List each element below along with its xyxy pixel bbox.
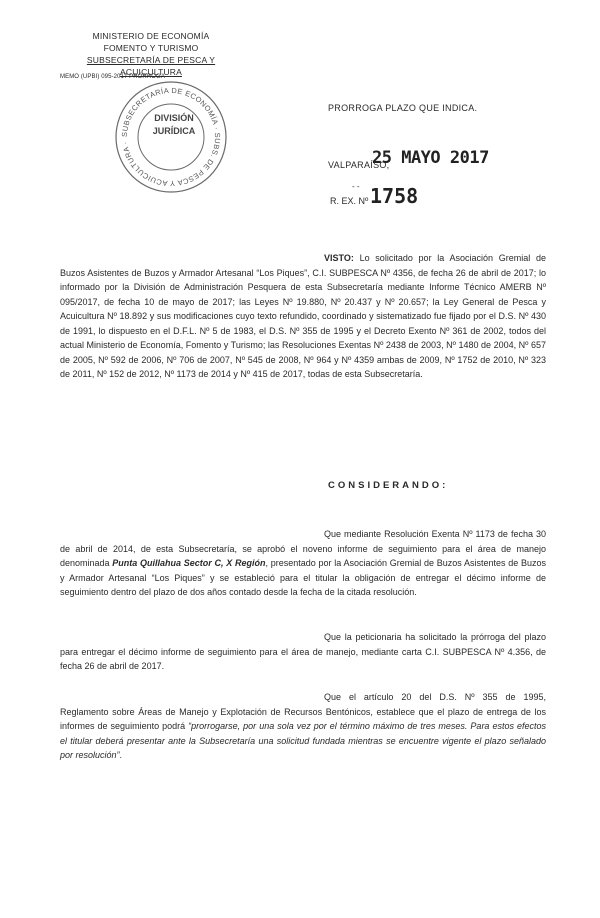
c1-area-name: Punta Quillahua Sector C, X Región <box>112 558 266 568</box>
resolution-mark: - - <box>352 182 360 191</box>
document-subject: PRORROGA PLAZO QUE INDICA. <box>328 103 478 113</box>
considerando-paragraph-2 <box>60 630 546 674</box>
considerando-paragraph-1 <box>60 527 546 600</box>
visto-lead: VISTO: <box>324 253 354 263</box>
document-place: VALPARAÍSO, <box>328 160 390 170</box>
date-stamp: 25 MAYO 2017 <box>372 148 489 168</box>
stamp-line-juridica: JURÍDICA <box>152 126 196 136</box>
resolution-label: R. EX. Nº <box>330 196 369 206</box>
header-subsecretaria: SUBSECRETARÍA DE PESCA Y ACUICULTURA <box>86 55 216 77</box>
considerando-title: CONSIDERANDO: <box>328 480 449 491</box>
header-ministry: MINISTERIO DE ECONOMÍA <box>92 31 210 41</box>
considerando-paragraph-3 <box>60 690 546 763</box>
header-fomento: FOMENTO Y TURISMO <box>103 43 199 53</box>
stamp-ring-text: SUBSECRETARÍA DE ECONOMÍA · SUBS. DE PESCA Y ACUICULTURA · <box>119 85 223 189</box>
c3-text-c: . <box>119 750 123 760</box>
stamp-line-division: DIVISIÓN <box>154 113 194 123</box>
stamp-center <box>148 112 200 138</box>
c3-text-a: Que el artículo 20 del D.S. Nº 355 de 1995, Reglamento sobre Áreas de Manejo y Explotación de Recursos Bentónicos, establece que el plazo de entrega de los informes de seguimiento podrá <box>60 692 546 731</box>
memo-reference: MEMO (UPBI) 095-2017 PRÓRROGA <box>60 74 165 80</box>
resolution-number: 1758 <box>370 184 419 208</box>
c3-quote: “prorrogarse, por una sola vez por el término máximo de tres meses. Para estos efectos el titular deberá presentar ante la Subsecretaría una solicitud fundada mientras se encuentre vigente el plazo señalado por resolución” <box>60 721 547 760</box>
visto-paragraph <box>60 251 546 382</box>
c1-text-c: , presentado por la Asociación Gremial de Buzos Asistentes de Buzos y Armador Artesanal “Los Piques” y se estableció para el titular la obligación de entregar el décimo informe de seguimiento dentro del plazo de dos años contado desde la fecha de la citada resolución. <box>60 558 546 597</box>
c2-text: Que la peticionaria ha solicitado la prórroga del plazo para entregar el décimo informe de seguimiento para el área de manejo, mediante carta C.I. SUBPESCA Nº 4.356, de fecha 26 de abril de 2017. <box>60 632 546 671</box>
visto-text: Lo solicitado por la Asociación Gremial de Buzos Asistentes de Buzos y Armador Artesanal “Los Piques”, C.I. SUBPESCA Nº 4356, de fecha 26 de abril de 2017; lo informado por la División de Administración Pesquera de esta Subsecretaría mediante Informe Técnico AMERB Nº 095/2017, de fecha 10 de mayo de 2017; las Leyes Nº 19.880, Nº 20.437 y Nº 20.657; la Ley General de Pesca y Acuicultura Nº 18.892 y sus modificaciones cuyo texto refundido, coordinado y sistematizado fue fijado por el D.S. Nº 430 de 1991, lo dispuesto en el D.F.L. Nº 5 de 1983, el D.S. Nº 355 de 1995 y el Decreto Exento Nº 361 de 2002, todos del actual Ministerio de Economía, Fomento y Turismo; las Resoluciones Exentas Nº 2438 de 2003, Nº 1480 de 2004, Nº 657 de 2005, Nº 592 de 2006, Nº 706 de 2007, Nº 545 de 2008, Nº 964 y Nº 4359 ambas de 2009, Nº 1752 de 2010, Nº 323 de 2011, Nº 152 de 2012, Nº 1173 de 2014 y Nº 415 de 2017, todas de esta Subsecretaría. <box>60 253 546 379</box>
c1-text-a: Que mediante Resolución Exenta Nº 1173 de fecha 30 de abril de 2014, de esta Subsecretaría, se aprobó el noveno informe de seguimiento para el área de manejo denominada <box>60 529 546 568</box>
ministry-header <box>56 30 246 78</box>
